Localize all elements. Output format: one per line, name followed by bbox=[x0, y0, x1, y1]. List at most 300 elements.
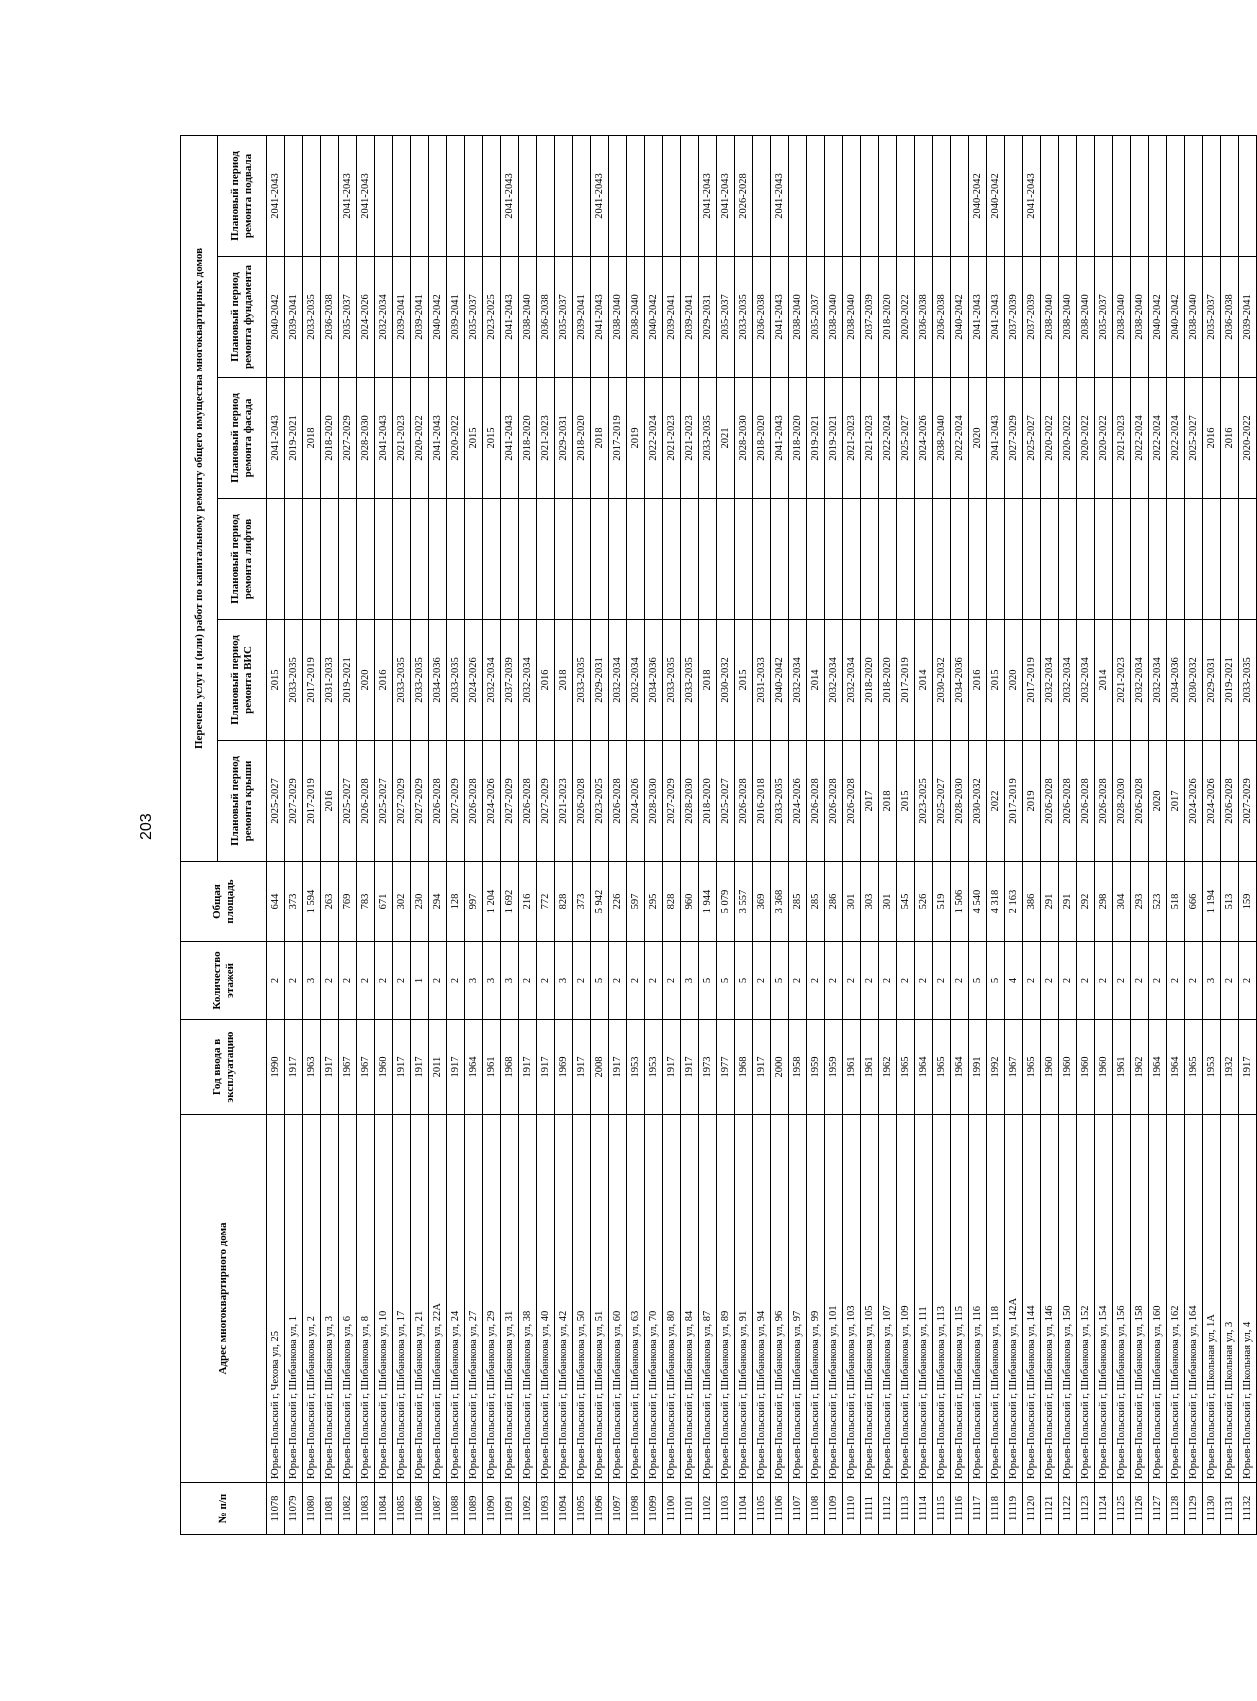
area-cell: 291 bbox=[1059, 862, 1077, 942]
vis-period-cell: 2018 bbox=[555, 620, 573, 741]
address-cell: Юрьев-Польский г, Шибанкова ул, 89 bbox=[717, 1115, 735, 1483]
table-row bbox=[1059, 135, 1077, 1534]
floors-cell: 2 bbox=[627, 942, 645, 1020]
basement-period-cell bbox=[285, 135, 303, 256]
row-number-cell: 11084 bbox=[375, 1483, 393, 1535]
address-cell: Юрьев-Польский г, Шибанкова ул, 96 bbox=[771, 1115, 789, 1483]
basement-period-cell bbox=[753, 135, 771, 256]
area-cell: 772 bbox=[537, 862, 555, 942]
foundation-period-cell: 2038-2040 bbox=[1077, 257, 1095, 378]
floors-cell: 2 bbox=[1041, 942, 1059, 1020]
foundation-period-cell: 2038-2040 bbox=[1185, 257, 1203, 378]
foundation-period-cell: 2041-2043 bbox=[771, 257, 789, 378]
foundation-period-cell: 2040-2042 bbox=[267, 257, 285, 378]
table-row bbox=[519, 135, 537, 1534]
vis-period-cell: 2016 bbox=[537, 620, 555, 741]
header-foundation: Плановый период ремонта фундамента bbox=[218, 257, 267, 378]
area-cell: 3 557 bbox=[735, 862, 753, 942]
lift-period-cell bbox=[609, 499, 627, 620]
area-cell: 783 bbox=[357, 862, 375, 942]
facade-period-cell: 2018-2020 bbox=[573, 378, 591, 499]
table-row bbox=[1167, 135, 1185, 1534]
row-number-cell: 11087 bbox=[429, 1483, 447, 1535]
basement-period-cell bbox=[627, 135, 645, 256]
table-row bbox=[591, 135, 609, 1534]
foundation-period-cell: 2040-2042 bbox=[645, 257, 663, 378]
address-cell: Юрьев-Польский г, Шибанкова ул, 60 bbox=[609, 1115, 627, 1483]
facade-period-cell: 2028-2030 bbox=[735, 378, 753, 499]
floors-cell: 2 bbox=[573, 942, 591, 1020]
floors-cell: 5 bbox=[735, 942, 753, 1020]
basement-period-cell bbox=[465, 135, 483, 256]
roof-period-cell: 2026-2028 bbox=[735, 741, 753, 862]
floors-cell: 2 bbox=[321, 942, 339, 1020]
address-cell: Юрьев-Польский г, Шибанкова ул, 113 bbox=[933, 1115, 951, 1483]
year-cell: 1967 bbox=[357, 1020, 375, 1115]
basement-period-cell: 2040-2042 bbox=[969, 135, 987, 256]
facade-period-cell: 2021 bbox=[717, 378, 735, 499]
table-row bbox=[303, 135, 321, 1534]
year-cell: 1964 bbox=[915, 1020, 933, 1115]
address-cell: Юрьев-Польский г, Шибанкова ул, 160 bbox=[1149, 1115, 1167, 1483]
facade-period-cell: 2041-2043 bbox=[771, 378, 789, 499]
year-cell: 1964 bbox=[951, 1020, 969, 1115]
roof-period-cell: 2026-2028 bbox=[1131, 741, 1149, 862]
table-row bbox=[357, 135, 375, 1534]
vis-period-cell: 2032-2034 bbox=[609, 620, 627, 741]
table-row bbox=[573, 135, 591, 1534]
year-cell: 1967 bbox=[339, 1020, 357, 1115]
basement-period-cell bbox=[663, 135, 681, 256]
floors-cell: 5 bbox=[969, 942, 987, 1020]
facade-period-cell: 2016 bbox=[1221, 378, 1239, 499]
address-cell: Юрьев-Польский г, Шибанкова ул, 146 bbox=[1041, 1115, 1059, 1483]
foundation-period-cell: 2040-2042 bbox=[1167, 257, 1185, 378]
row-number-cell: 11132 bbox=[1239, 1483, 1257, 1535]
area-cell: 373 bbox=[285, 862, 303, 942]
basement-period-cell bbox=[393, 135, 411, 256]
row-number-cell: 11101 bbox=[681, 1483, 699, 1535]
roof-period-cell: 2025-2027 bbox=[375, 741, 393, 862]
area-cell: 960 bbox=[681, 862, 699, 942]
facade-period-cell: 2041-2043 bbox=[429, 378, 447, 499]
lift-period-cell bbox=[1023, 499, 1041, 620]
roof-period-cell: 2025-2027 bbox=[267, 741, 285, 862]
table-row bbox=[285, 135, 303, 1534]
year-cell: 1967 bbox=[1005, 1020, 1023, 1115]
lift-period-cell bbox=[285, 499, 303, 620]
address-cell: Юрьев-Польский г, Шибанкова ул, 154 bbox=[1095, 1115, 1113, 1483]
vis-period-cell: 2033-2035 bbox=[663, 620, 681, 741]
address-cell: Юрьев-Польский г, Шибанкова ул, 1 bbox=[285, 1115, 303, 1483]
table-row bbox=[897, 135, 915, 1534]
year-cell: 2000 bbox=[771, 1020, 789, 1115]
facade-period-cell: 2020-2022 bbox=[1239, 378, 1257, 499]
floors-cell: 3 bbox=[483, 942, 501, 1020]
foundation-period-cell: 2036-2038 bbox=[537, 257, 555, 378]
row-number-cell: 11122 bbox=[1059, 1483, 1077, 1535]
floors-cell: 3 bbox=[681, 942, 699, 1020]
lift-period-cell bbox=[393, 499, 411, 620]
lift-period-cell bbox=[789, 499, 807, 620]
lift-period-cell bbox=[1149, 499, 1167, 620]
foundation-period-cell: 2035-2037 bbox=[339, 257, 357, 378]
vis-period-cell: 2030-2032 bbox=[717, 620, 735, 741]
row-number-cell: 11124 bbox=[1095, 1483, 1113, 1535]
row-number-cell: 11113 bbox=[897, 1483, 915, 1535]
foundation-period-cell: 2039-2041 bbox=[573, 257, 591, 378]
row-number-cell: 11100 bbox=[663, 1483, 681, 1535]
lift-period-cell bbox=[519, 499, 537, 620]
table-row bbox=[735, 135, 753, 1534]
basement-period-cell: 2041-2043 bbox=[771, 135, 789, 256]
row-number-cell: 11111 bbox=[861, 1483, 879, 1535]
foundation-period-cell: 2020-2022 bbox=[897, 257, 915, 378]
row-number-cell: 11115 bbox=[933, 1483, 951, 1535]
floors-cell: 2 bbox=[1167, 942, 1185, 1020]
row-number-cell: 11083 bbox=[357, 1483, 375, 1535]
roof-period-cell: 2027-2029 bbox=[285, 741, 303, 862]
lift-period-cell bbox=[1077, 499, 1095, 620]
vis-period-cell: 2015 bbox=[735, 620, 753, 741]
floors-cell: 2 bbox=[1149, 942, 1167, 1020]
floors-cell: 4 bbox=[1005, 942, 1023, 1020]
foundation-period-cell: 2036-2038 bbox=[1221, 257, 1239, 378]
facade-period-cell: 2018 bbox=[591, 378, 609, 499]
facade-period-cell: 2027-2029 bbox=[339, 378, 357, 499]
area-cell: 1 944 bbox=[699, 862, 717, 942]
row-number-cell: 11123 bbox=[1077, 1483, 1095, 1535]
roof-period-cell: 2027-2029 bbox=[447, 741, 465, 862]
area-cell: 302 bbox=[393, 862, 411, 942]
row-number-cell: 11079 bbox=[285, 1483, 303, 1535]
facade-period-cell: 2021-2023 bbox=[393, 378, 411, 499]
basement-period-cell bbox=[1167, 135, 1185, 256]
address-cell: Юрьев-Польский г, Шибанкова ул, 10 bbox=[375, 1115, 393, 1483]
page-number: 203 bbox=[138, 813, 155, 840]
row-number-cell: 11131 bbox=[1221, 1483, 1239, 1535]
lift-period-cell bbox=[375, 499, 393, 620]
vis-period-cell: 2017-2019 bbox=[303, 620, 321, 741]
address-cell: Юрьев-Польский г, Шибанкова ул, 84 bbox=[681, 1115, 699, 1483]
area-cell: 263 bbox=[321, 862, 339, 942]
basement-period-cell bbox=[1149, 135, 1167, 256]
table-row bbox=[465, 135, 483, 1534]
lift-period-cell bbox=[987, 499, 1005, 620]
floors-cell: 2 bbox=[375, 942, 393, 1020]
area-cell: 386 bbox=[1023, 862, 1041, 942]
foundation-period-cell: 2038-2040 bbox=[789, 257, 807, 378]
facade-period-cell: 2025-2027 bbox=[897, 378, 915, 499]
facade-period-cell: 2041-2043 bbox=[375, 378, 393, 499]
table-row bbox=[951, 135, 969, 1534]
facade-period-cell: 2027-2029 bbox=[1005, 378, 1023, 499]
row-number-cell: 11107 bbox=[789, 1483, 807, 1535]
foundation-period-cell: 2036-2038 bbox=[915, 257, 933, 378]
vis-period-cell: 2034-2036 bbox=[1167, 620, 1185, 741]
table-row bbox=[807, 135, 825, 1534]
year-cell: 1965 bbox=[1023, 1020, 1041, 1115]
row-number-cell: 11080 bbox=[303, 1483, 321, 1535]
address-cell: Юрьев-Польский г, Шибанкова ул, 116 bbox=[969, 1115, 987, 1483]
facade-period-cell: 2029-2031 bbox=[555, 378, 573, 499]
vis-period-cell: 2014 bbox=[915, 620, 933, 741]
address-cell: Юрьев-Польский г, Шибанкова ул, 24 bbox=[447, 1115, 465, 1483]
lift-period-cell bbox=[267, 499, 285, 620]
year-cell: 1917 bbox=[753, 1020, 771, 1115]
facade-period-cell: 2020-2022 bbox=[1095, 378, 1113, 499]
address-cell: Юрьев-Польский г, Школьная ул, 3 bbox=[1221, 1115, 1239, 1483]
foundation-period-cell: 2032-2034 bbox=[375, 257, 393, 378]
roof-period-cell: 2024-2026 bbox=[1203, 741, 1221, 862]
table-row bbox=[681, 135, 699, 1534]
facade-period-cell: 2022-2024 bbox=[1149, 378, 1167, 499]
table-header bbox=[181, 135, 267, 1534]
area-cell: 828 bbox=[555, 862, 573, 942]
area-cell: 3 368 bbox=[771, 862, 789, 942]
area-cell: 216 bbox=[519, 862, 537, 942]
foundation-period-cell: 2035-2037 bbox=[555, 257, 573, 378]
floors-cell: 2 bbox=[447, 942, 465, 1020]
basement-period-cell bbox=[429, 135, 447, 256]
facade-period-cell: 2021-2023 bbox=[861, 378, 879, 499]
area-cell: 828 bbox=[663, 862, 681, 942]
facade-period-cell: 2021-2023 bbox=[663, 378, 681, 499]
header-facade: Плановый период ремонта фасада bbox=[218, 378, 267, 499]
area-cell: 666 bbox=[1185, 862, 1203, 942]
header-num: № п/п bbox=[181, 1483, 267, 1535]
vis-period-cell: 2033-2035 bbox=[393, 620, 411, 741]
row-number-cell: 11118 bbox=[987, 1483, 1005, 1535]
table-row bbox=[987, 135, 1005, 1534]
facade-period-cell: 2025-2027 bbox=[1023, 378, 1041, 499]
table-row bbox=[267, 135, 285, 1534]
floors-cell: 3 bbox=[1203, 942, 1221, 1020]
foundation-period-cell: 2018-2020 bbox=[879, 257, 897, 378]
floors-cell: 2 bbox=[1113, 942, 1131, 1020]
vis-period-cell: 2033-2035 bbox=[573, 620, 591, 741]
vis-period-cell: 2029-2031 bbox=[591, 620, 609, 741]
address-cell: Юрьев-Польский г, Школьная ул, 4 bbox=[1239, 1115, 1257, 1483]
row-number-cell: 11097 bbox=[609, 1483, 627, 1535]
lift-period-cell bbox=[753, 499, 771, 620]
row-number-cell: 11091 bbox=[501, 1483, 519, 1535]
vis-period-cell: 2032-2034 bbox=[1059, 620, 1077, 741]
row-number-cell: 11092 bbox=[519, 1483, 537, 1535]
floors-cell: 5 bbox=[987, 942, 1005, 1020]
floors-cell: 2 bbox=[285, 942, 303, 1020]
vis-period-cell: 2032-2034 bbox=[519, 620, 537, 741]
table-row bbox=[627, 135, 645, 1534]
table-row bbox=[447, 135, 465, 1534]
lift-period-cell bbox=[663, 499, 681, 620]
area-cell: 301 bbox=[843, 862, 861, 942]
row-number-cell: 11106 bbox=[771, 1483, 789, 1535]
lift-period-cell bbox=[1167, 499, 1185, 620]
row-number-cell: 11085 bbox=[393, 1483, 411, 1535]
floors-cell: 2 bbox=[519, 942, 537, 1020]
table-row bbox=[411, 135, 429, 1534]
year-cell: 1961 bbox=[483, 1020, 501, 1115]
year-cell: 1953 bbox=[645, 1020, 663, 1115]
floors-cell: 2 bbox=[357, 942, 375, 1020]
area-cell: 4 318 bbox=[987, 862, 1005, 942]
address-cell: Юрьев-Польский г, Шибанкова ул, 38 bbox=[519, 1115, 537, 1483]
foundation-period-cell: 2039-2041 bbox=[411, 257, 429, 378]
roof-period-cell: 2024-2026 bbox=[789, 741, 807, 862]
floors-cell: 3 bbox=[465, 942, 483, 1020]
table-row bbox=[1077, 135, 1095, 1534]
header-floors: Количество этажей bbox=[181, 942, 267, 1020]
lift-period-cell bbox=[1185, 499, 1203, 620]
year-cell: 1953 bbox=[1203, 1020, 1221, 1115]
roof-period-cell: 2026-2028 bbox=[573, 741, 591, 862]
area-cell: 519 bbox=[933, 862, 951, 942]
basement-period-cell bbox=[843, 135, 861, 256]
area-cell: 373 bbox=[573, 862, 591, 942]
basement-period-cell bbox=[789, 135, 807, 256]
roof-period-cell: 2026-2028 bbox=[357, 741, 375, 862]
row-number-cell: 11096 bbox=[591, 1483, 609, 1535]
basement-period-cell: 2041-2043 bbox=[717, 135, 735, 256]
address-cell: Юрьев-Польский г, Школьная ул, 1А bbox=[1203, 1115, 1221, 1483]
facade-period-cell: 2018 bbox=[303, 378, 321, 499]
row-number-cell: 11105 bbox=[753, 1483, 771, 1535]
foundation-period-cell: 2038-2040 bbox=[1113, 257, 1131, 378]
area-cell: 518 bbox=[1167, 862, 1185, 942]
table-row bbox=[915, 135, 933, 1534]
foundation-period-cell: 2040-2042 bbox=[1149, 257, 1167, 378]
floors-cell: 2 bbox=[393, 942, 411, 1020]
lift-period-cell bbox=[1059, 499, 1077, 620]
lift-period-cell bbox=[915, 499, 933, 620]
header-vis: Плановый период ремонта ВИС bbox=[218, 620, 267, 741]
foundation-period-cell: 2035-2037 bbox=[807, 257, 825, 378]
roof-period-cell: 2027-2029 bbox=[537, 741, 555, 862]
table-row bbox=[663, 135, 681, 1534]
year-cell: 1917 bbox=[1239, 1020, 1257, 1115]
row-number-cell: 11089 bbox=[465, 1483, 483, 1535]
basement-period-cell bbox=[1095, 135, 1113, 256]
roof-period-cell: 2024-2026 bbox=[483, 741, 501, 862]
address-cell: Юрьев-Польский г, Шибанкова ул, 142А bbox=[1005, 1115, 1023, 1483]
floors-cell: 2 bbox=[789, 942, 807, 1020]
roof-period-cell: 2018 bbox=[879, 741, 897, 862]
foundation-period-cell: 2039-2041 bbox=[681, 257, 699, 378]
address-cell: Юрьев-Польский г, Шибанкова ул, 87 bbox=[699, 1115, 717, 1483]
lift-period-cell bbox=[573, 499, 591, 620]
table-row bbox=[375, 135, 393, 1534]
foundation-period-cell: 2041-2043 bbox=[591, 257, 609, 378]
foundation-period-cell: 2041-2043 bbox=[501, 257, 519, 378]
lift-period-cell bbox=[501, 499, 519, 620]
vis-period-cell: 2032-2034 bbox=[1131, 620, 1149, 741]
floors-cell: 2 bbox=[843, 942, 861, 1020]
area-cell: 644 bbox=[267, 862, 285, 942]
foundation-period-cell: 2024-2026 bbox=[357, 257, 375, 378]
lift-period-cell bbox=[897, 499, 915, 620]
foundation-period-cell: 2038-2040 bbox=[519, 257, 537, 378]
year-cell: 1962 bbox=[879, 1020, 897, 1115]
address-cell: Юрьев-Польский г, Шибанкова ул, 164 bbox=[1185, 1115, 1203, 1483]
row-number-cell: 11125 bbox=[1113, 1483, 1131, 1535]
foundation-period-cell: 2023-2025 bbox=[483, 257, 501, 378]
header-year: Год ввода в эксплуатацию bbox=[181, 1020, 267, 1115]
table-row bbox=[555, 135, 573, 1534]
address-cell: Юрьев-Польский г, Шибанкова ул, 21 bbox=[411, 1115, 429, 1483]
basement-period-cell bbox=[411, 135, 429, 256]
address-cell: Юрьев-Польский г, Шибанкова ул, 63 bbox=[627, 1115, 645, 1483]
roof-period-cell: 2026-2028 bbox=[429, 741, 447, 862]
roof-period-cell: 2027-2029 bbox=[501, 741, 519, 862]
year-cell: 1969 bbox=[555, 1020, 573, 1115]
year-cell: 1964 bbox=[1167, 1020, 1185, 1115]
address-cell: Юрьев-Польский г, Чехова ул, 25 bbox=[267, 1115, 285, 1483]
year-cell: 1917 bbox=[609, 1020, 627, 1115]
row-number-cell: 11128 bbox=[1167, 1483, 1185, 1535]
floors-cell: 2 bbox=[753, 942, 771, 1020]
table-row bbox=[1131, 135, 1149, 1534]
area-cell: 671 bbox=[375, 862, 393, 942]
table-row bbox=[393, 135, 411, 1534]
lift-period-cell bbox=[879, 499, 897, 620]
roof-period-cell: 2016 bbox=[321, 741, 339, 862]
area-cell: 294 bbox=[429, 862, 447, 942]
lift-period-cell bbox=[681, 499, 699, 620]
vis-period-cell: 2032-2034 bbox=[1041, 620, 1059, 741]
address-cell: Юрьев-Польский г, Шибанкова ул, 91 bbox=[735, 1115, 753, 1483]
lift-period-cell bbox=[411, 499, 429, 620]
header-lift: Плановый период ремонта лифтов bbox=[218, 499, 267, 620]
roof-period-cell: 2020 bbox=[1149, 741, 1167, 862]
basement-period-cell bbox=[1185, 135, 1203, 256]
table-row bbox=[1113, 135, 1131, 1534]
row-number-cell: 11108 bbox=[807, 1483, 825, 1535]
facade-period-cell: 2021-2023 bbox=[843, 378, 861, 499]
table-row bbox=[1185, 135, 1203, 1534]
year-cell: 1917 bbox=[447, 1020, 465, 1115]
floors-cell: 2 bbox=[951, 942, 969, 1020]
basement-period-cell bbox=[573, 135, 591, 256]
floors-cell: 3 bbox=[303, 942, 321, 1020]
row-number-cell: 11116 bbox=[951, 1483, 969, 1535]
lift-period-cell bbox=[303, 499, 321, 620]
vis-period-cell: 2033-2035 bbox=[1239, 620, 1257, 741]
lift-period-cell bbox=[627, 499, 645, 620]
vis-period-cell: 2032-2034 bbox=[1077, 620, 1095, 741]
table-row bbox=[501, 135, 519, 1534]
row-number-cell: 11098 bbox=[627, 1483, 645, 1535]
year-cell: 1991 bbox=[969, 1020, 987, 1115]
vis-period-cell: 2018-2020 bbox=[861, 620, 879, 741]
area-cell: 1 594 bbox=[303, 862, 321, 942]
year-cell: 1917 bbox=[573, 1020, 591, 1115]
row-number-cell: 11117 bbox=[969, 1483, 987, 1535]
address-cell: Юрьев-Польский г, Шибанкова ул, 94 bbox=[753, 1115, 771, 1483]
vis-period-cell: 2017-2019 bbox=[897, 620, 915, 741]
roof-period-cell: 2027-2029 bbox=[393, 741, 411, 862]
foundation-period-cell: 2040-2042 bbox=[429, 257, 447, 378]
floors-cell: 1 bbox=[411, 942, 429, 1020]
roof-period-cell: 2021-2023 bbox=[555, 741, 573, 862]
basement-period-cell bbox=[1041, 135, 1059, 256]
facade-period-cell: 2020-2022 bbox=[411, 378, 429, 499]
floors-cell: 2 bbox=[1221, 942, 1239, 1020]
address-cell: Юрьев-Польский г, Шибанкова ул, 152 bbox=[1077, 1115, 1095, 1483]
vis-period-cell: 2018-2020 bbox=[879, 620, 897, 741]
foundation-period-cell: 2037-2039 bbox=[1005, 257, 1023, 378]
facade-period-cell: 2022-2024 bbox=[1131, 378, 1149, 499]
